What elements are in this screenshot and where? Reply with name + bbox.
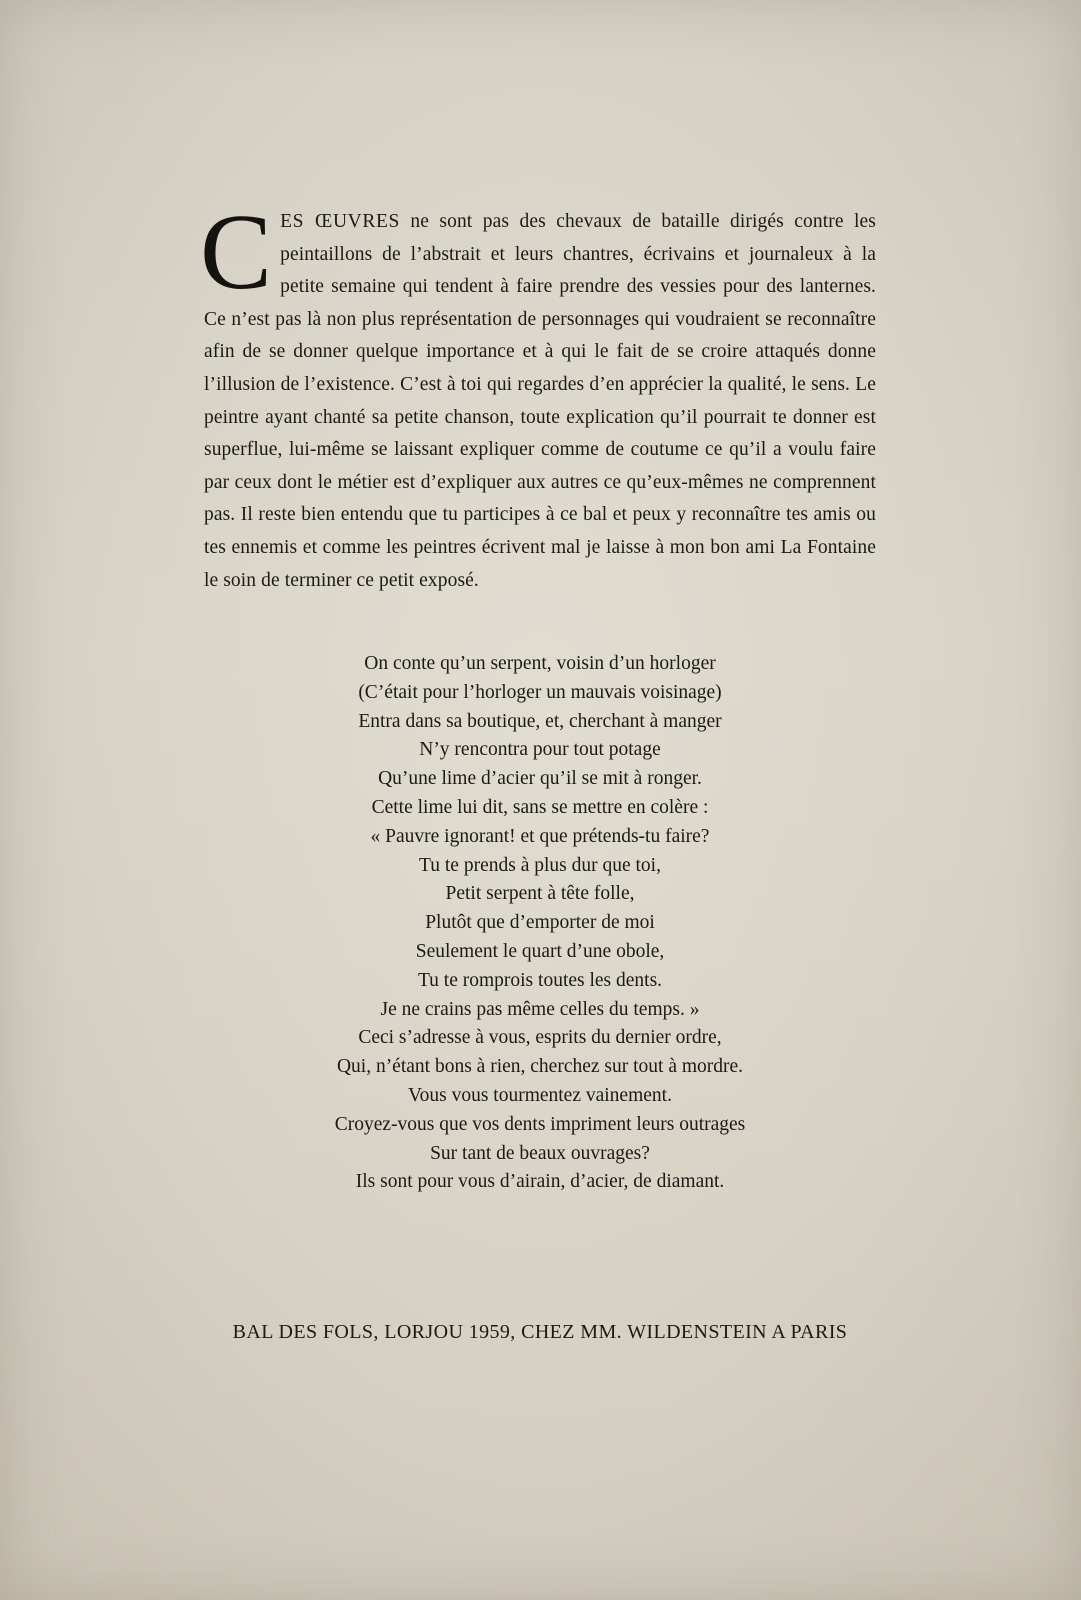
- poem-line: Plutôt que d’emporter de moi: [425, 912, 655, 934]
- poem-line: Qui, n’étant bons à rien, cherchez sur tout à mordre.: [336, 1056, 744, 1078]
- poem-line: Je ne crains pas même celles du temps. »: [380, 998, 700, 1020]
- poem-line: Sur tant de beaux ouvrages?: [430, 1142, 650, 1164]
- fable-poem: [204, 650, 876, 1197]
- lead-words: ES ŒUVRES: [280, 211, 400, 232]
- poem-line: On conte qu’un serpent, voisin d’un horloger: [364, 653, 716, 674]
- poem-line: (C’était pour l’horloger un mauvais voisinage): [358, 681, 722, 703]
- intro-paragraph: [200, 193, 876, 597]
- poem-line: Ceci s’adresse à vous, esprits du dernier ordre,: [358, 1027, 722, 1049]
- colophon-footer: BAL DES FOLS, LORJOU 1959, CHEZ MM. WILDENSTEIN A PARIS: [232, 1321, 848, 1343]
- poem-line: Cette lime lui dit, sans se mettre en colère :: [371, 796, 709, 818]
- poem-line: Tu te romprois toutes les dents.: [417, 969, 663, 991]
- poem-line: Ils sont pour vous d’airain, d’acier, de diamant.: [355, 1171, 725, 1193]
- poem-line: Petit serpent à tête folle,: [445, 883, 635, 905]
- paragraph-text: ne sont pas des chevaux de bataille dirigés contre les peintaillons de l’abstrait et leurs chantres, écrivains et journaleux à la petite semaine qui tendent à faire prendre des vessies pour des lanternes. Ce n’est pas là non plus représentation de personnages qui voudraient se reconnaître afin de se donner quelque importance et à qui le fait de se croire attaqués donne l’illusion de l’existence. C’est à toi qui regardes d’en apprécier la qualité, le sens. Le peintre ayant chanté sa petite chanson, toute explication qu’il pourrait te donner est superflue, lui-même se laissant expliquer comme de coutume ce qu’il a voulu faire par ceux dont le métier est d’expliquer aux autres ce qu’eux-mêmes ne comprennent pas. Il reste bien entendu que tu participes à ce bal et peux y reconnaître tes amis ou tes ennemis et comme les peintres écrivent mal je laisse à mon bon ami La Fontaine le soin de terminer ce petit exposé.: [204, 211, 876, 591]
- poem-line: Croyez-vous que vos dents impriment leurs outrages: [334, 1113, 746, 1135]
- drop-cap: C: [200, 193, 273, 312]
- poem-line: Qu’une lime d’acier qu’il se mit à ronger.: [378, 768, 702, 790]
- poem-line: Vous vous tourmentez vainement.: [408, 1084, 672, 1106]
- poem-line: Seulement le quart d’une obole,: [415, 940, 665, 962]
- poem-line: « Pauvre ignorant! et que prétends-tu faire?: [370, 825, 710, 847]
- poem-line: Tu te prends à plus dur que toi,: [419, 854, 661, 876]
- poem-line: N’y rencontra pour tout potage: [419, 739, 661, 761]
- poem-line: Entra dans sa boutique, et, cherchant à manger: [358, 710, 722, 732]
